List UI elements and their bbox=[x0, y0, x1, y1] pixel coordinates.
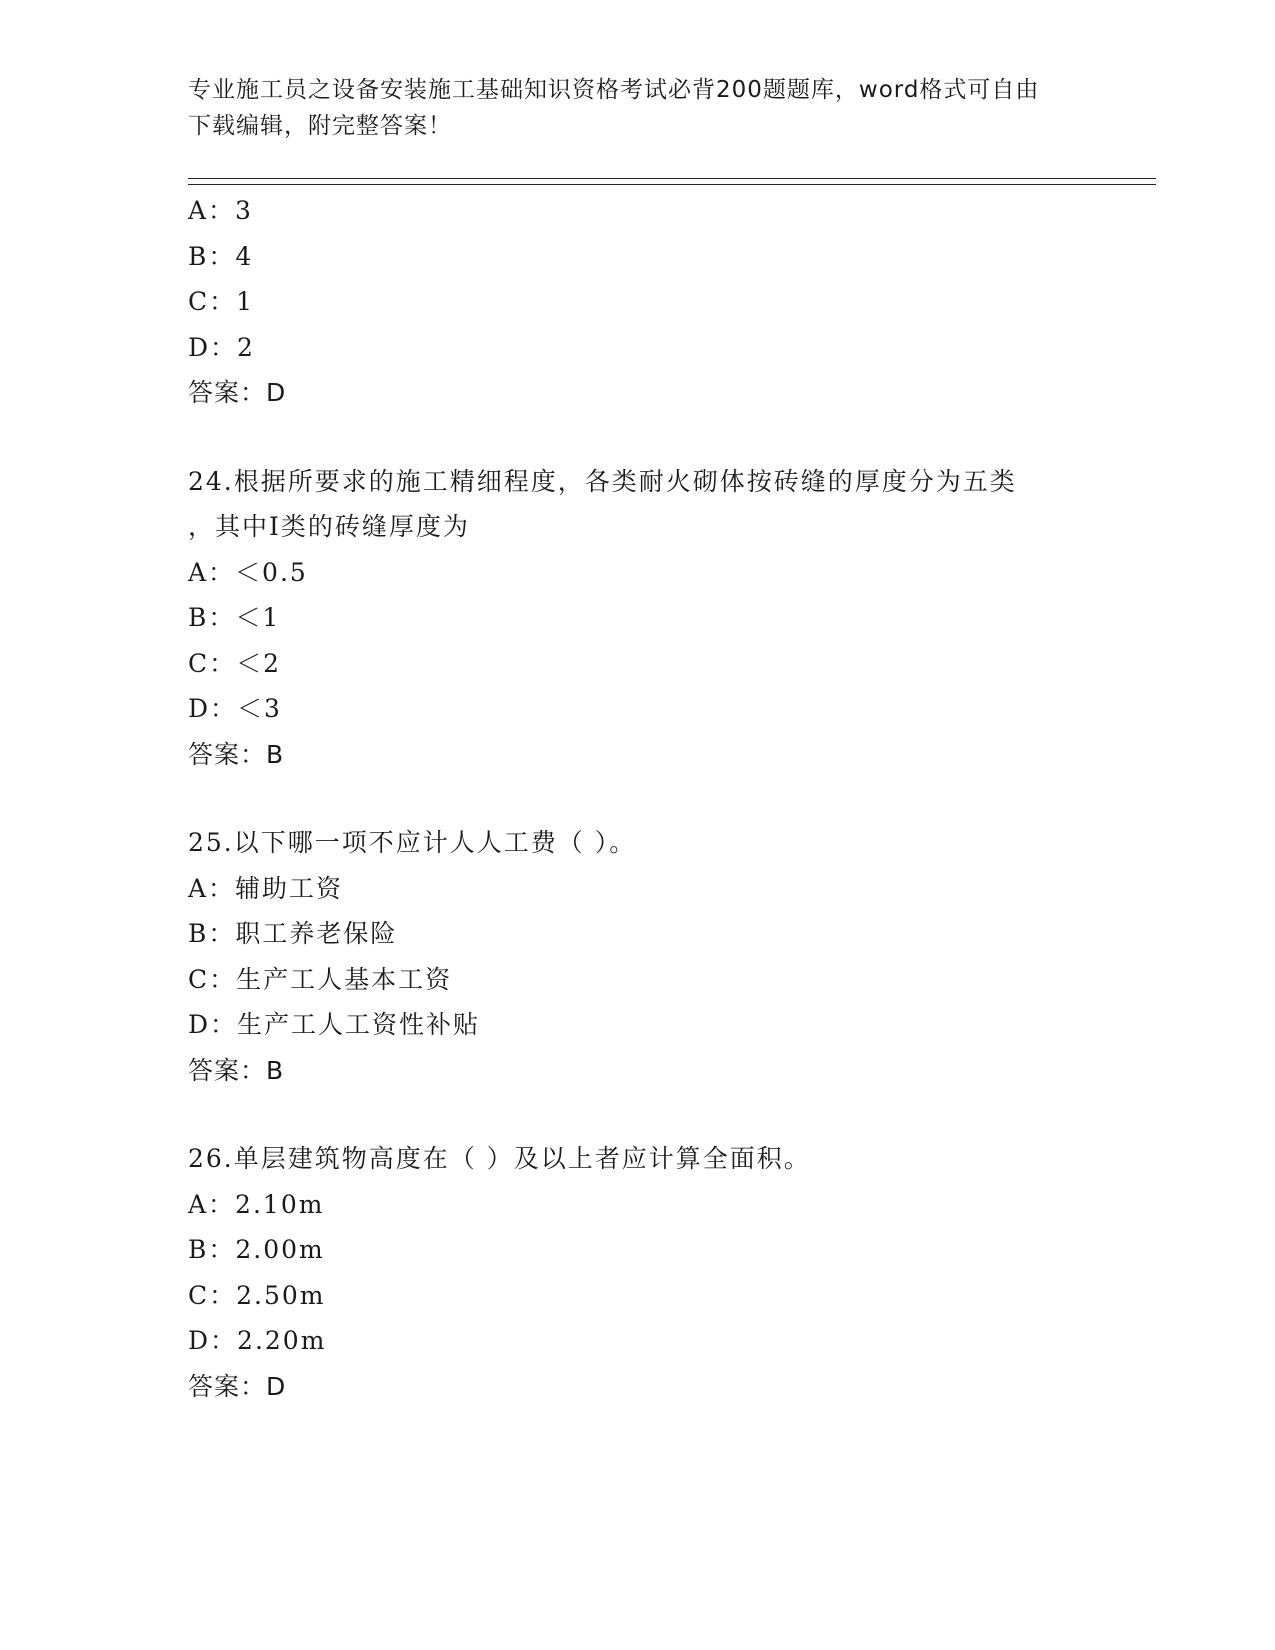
question-stem-line-1: 26.单层建筑物高度在（ ）及以上者应计算全面积。 bbox=[188, 1144, 811, 1173]
question-block-24 bbox=[188, 459, 1148, 778]
option-a: A：＜0.5 bbox=[188, 557, 308, 587]
header-title-line-2: 下载编辑，附完整答案！ bbox=[188, 113, 452, 139]
option-a: A：辅助工资 bbox=[188, 873, 344, 903]
option-b: B：4 bbox=[188, 241, 254, 271]
option-c: C：2.50m bbox=[188, 1280, 326, 1310]
answer-line: 答案：D bbox=[188, 1371, 287, 1401]
header-divider bbox=[188, 178, 1156, 185]
option-c: C：＜2 bbox=[188, 648, 282, 678]
question-stem-line-2: ，其中Ⅰ类的砖缝厚度为 bbox=[188, 512, 470, 541]
option-b: B：2.00m bbox=[188, 1235, 325, 1264]
option-b: B：职工养老保险 bbox=[188, 919, 398, 948]
answer-line: 答案：D bbox=[188, 378, 287, 407]
question-stem-line-1: 25.以下哪一项不应计人人工费（ ）。 bbox=[188, 828, 637, 857]
option-d: D：2 bbox=[188, 332, 255, 362]
option-c: C：1 bbox=[188, 287, 255, 316]
question-stem-line-1: 24.根据所要求的施工精细程度，各类耐火砌体按砖缝的厚度分为五类 bbox=[188, 466, 1017, 496]
question-block-prev bbox=[188, 188, 1148, 416]
option-d: D：2.20m bbox=[188, 1326, 327, 1355]
answer-line: 答案：B bbox=[188, 739, 285, 769]
option-b: B：＜1 bbox=[188, 603, 281, 632]
header-title-line-1: 专业施工员之设备安装施工基础知识资格考试必背200题题库，word格式可自由 bbox=[188, 77, 1040, 103]
question-block-25 bbox=[188, 820, 1148, 1093]
option-c: C：生产工人基本工资 bbox=[188, 964, 453, 994]
option-d: D：生产工人工资性补贴 bbox=[188, 1010, 481, 1039]
answer-line: 答案：B bbox=[188, 1055, 285, 1085]
option-a: A：3 bbox=[188, 196, 253, 225]
document-body bbox=[188, 188, 1148, 1409]
option-d: D：＜3 bbox=[188, 694, 282, 723]
question-block-26 bbox=[188, 1136, 1148, 1409]
option-a: A：2.10m bbox=[188, 1189, 325, 1219]
document-header bbox=[188, 72, 1088, 144]
